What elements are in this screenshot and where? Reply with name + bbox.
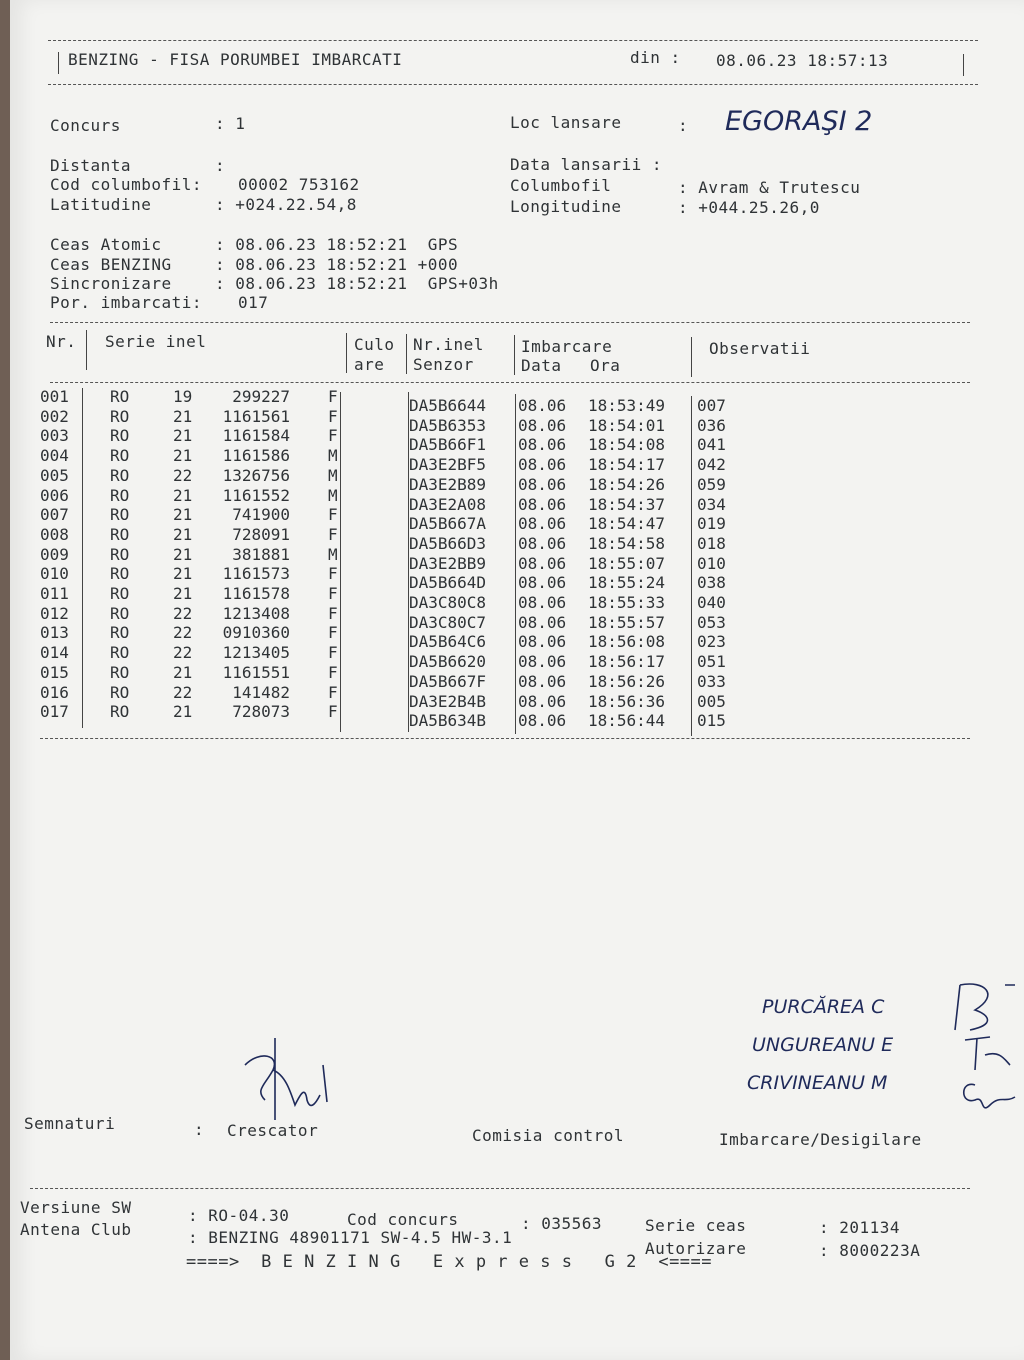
row-observatii: 007 bbox=[697, 396, 726, 415]
row-time: 18:54:47 bbox=[588, 514, 666, 534]
table-row bbox=[10, 702, 1024, 731]
row-date: 08.06 bbox=[518, 573, 567, 593]
row-sex: F bbox=[328, 662, 338, 682]
columbofil-value: : Avram & Trutescu bbox=[678, 178, 861, 197]
col-observatii-header: Observatii bbox=[709, 339, 811, 358]
row-sensor: DA3C80C7 bbox=[409, 612, 487, 632]
data-lansarii-label: Data lansarii : bbox=[510, 155, 662, 174]
antena-value: : BENZING 48901171 SW-4.5 HW-3.1 bbox=[188, 1228, 513, 1247]
header-left-bar bbox=[58, 52, 59, 74]
ceas-atomic-value: : 08.06.23 18:52:21 GPS bbox=[215, 235, 459, 254]
row-nr: 003 bbox=[40, 426, 69, 446]
row-country: RO bbox=[110, 584, 130, 603]
row-date: 08.06 bbox=[518, 632, 567, 652]
row-nr: 017 bbox=[40, 702, 69, 722]
commission-name-2: UNGUREANU E bbox=[752, 1034, 894, 1056]
row-date: 08.06 bbox=[518, 435, 567, 455]
row-sensor: DA5B667F bbox=[409, 671, 487, 691]
row-ring-number: 1326756 bbox=[222, 465, 290, 485]
row-nr: 008 bbox=[40, 524, 69, 544]
crescator-label: Crescator bbox=[227, 1121, 319, 1140]
row-sensor: DA5B66D3 bbox=[409, 533, 487, 553]
loc-handwritten: EGORAŞI 2 bbox=[725, 106, 873, 137]
autorizare-label: Autorizare bbox=[645, 1239, 747, 1258]
row-sex: M bbox=[328, 465, 338, 485]
row-nr: 015 bbox=[40, 662, 69, 682]
doc-title: BENZING - FISA PORUMBEI IMBARCATI bbox=[68, 50, 403, 69]
row-nr: 005 bbox=[40, 465, 69, 485]
row-sex: F bbox=[328, 426, 338, 446]
row-country: RO bbox=[110, 406, 130, 426]
row-time: 18:53:49 bbox=[588, 396, 666, 415]
top-divider bbox=[48, 40, 978, 41]
row-country: RO bbox=[110, 485, 130, 505]
col-culoare-header: Culo bbox=[354, 335, 395, 354]
row-ring-number: 741900 bbox=[232, 505, 290, 525]
table-row bbox=[10, 485, 1024, 514]
row-year: 22 bbox=[173, 643, 193, 663]
col-divider bbox=[514, 335, 515, 375]
row-date: 08.06 bbox=[518, 612, 567, 632]
row-sensor: DA5B6353 bbox=[409, 415, 487, 435]
row-time: 18:54:08 bbox=[588, 435, 666, 455]
lat-value: : +024.22.54,8 bbox=[215, 195, 357, 214]
versiune-value: : RO-04.30 bbox=[188, 1206, 290, 1225]
row-sensor: DA3C80C8 bbox=[409, 593, 487, 612]
row-nr: 009 bbox=[40, 544, 69, 564]
row-country: RO bbox=[110, 603, 130, 623]
row-year: 19 bbox=[173, 387, 193, 406]
row-observatii: 015 bbox=[697, 711, 726, 731]
ceas-atomic-label: Ceas Atomic bbox=[50, 235, 162, 254]
semnaturi-colon: : bbox=[194, 1120, 205, 1139]
footer-top-divider bbox=[30, 1188, 970, 1189]
row-observatii: 005 bbox=[697, 691, 726, 711]
row-nr: 004 bbox=[40, 446, 69, 466]
row-year: 22 bbox=[173, 682, 193, 702]
table-row bbox=[10, 387, 1024, 415]
row-ring-number: 1161561 bbox=[222, 406, 290, 426]
table-row bbox=[10, 544, 1024, 573]
table-row bbox=[10, 603, 1024, 632]
row-sex: F bbox=[328, 643, 338, 663]
row-sensor: DA5B66F1 bbox=[409, 435, 487, 455]
row-year: 21 bbox=[173, 406, 193, 426]
row-observatii: 033 bbox=[697, 671, 726, 691]
row-sex: F bbox=[328, 603, 338, 623]
row-year: 22 bbox=[173, 623, 193, 643]
por-label: Por. imbarcati: bbox=[50, 293, 202, 312]
antena-label: Antena Club bbox=[20, 1220, 132, 1239]
row-ring-number: 299227 bbox=[232, 387, 290, 406]
row-country: RO bbox=[110, 387, 130, 406]
row-time: 18:54:58 bbox=[588, 533, 666, 553]
row-sex: M bbox=[328, 485, 338, 505]
comisia-label: Comisia control bbox=[472, 1126, 624, 1145]
row-ring-number: 1161551 bbox=[222, 662, 290, 682]
row-country: RO bbox=[110, 662, 130, 682]
columbofil-label: Columbofil bbox=[510, 176, 612, 195]
col-divider bbox=[691, 337, 692, 377]
long-value: : +044.25.26,0 bbox=[678, 198, 820, 217]
col-serie-header: Serie inel bbox=[105, 332, 207, 351]
col-data-header: Data bbox=[521, 356, 562, 375]
row-time: 18:54:26 bbox=[588, 474, 666, 494]
row-date: 08.06 bbox=[518, 474, 567, 494]
serie-ceas-value: : 201134 bbox=[819, 1218, 901, 1237]
row-sensor: DA3E2B4B bbox=[409, 691, 487, 711]
versiune-label: Versiune SW bbox=[20, 1198, 132, 1217]
row-year: 21 bbox=[173, 485, 193, 505]
row-year: 22 bbox=[173, 465, 193, 485]
row-ring-number: 1213408 bbox=[222, 603, 290, 623]
row-observatii: 038 bbox=[697, 573, 726, 593]
row-time: 18:56:17 bbox=[588, 652, 666, 672]
row-time: 18:56:08 bbox=[588, 632, 666, 652]
row-ring-number: 728091 bbox=[232, 524, 290, 544]
row-observatii: 019 bbox=[697, 514, 726, 534]
receipt-paper bbox=[10, 0, 1024, 1360]
row-sex: M bbox=[328, 446, 338, 466]
row-sensor: DA3E2A08 bbox=[409, 494, 487, 514]
row-year: 21 bbox=[173, 564, 193, 584]
row-sex: F bbox=[328, 623, 338, 643]
row-sex: F bbox=[328, 584, 338, 603]
ceas-benzing-value: : 08.06.23 18:52:21 +000 bbox=[215, 255, 459, 274]
row-ring-number: 0910360 bbox=[222, 623, 290, 643]
row-sensor: DA5B667A bbox=[409, 514, 487, 534]
row-year: 21 bbox=[173, 702, 193, 722]
row-country: RO bbox=[110, 643, 130, 663]
row-date: 08.06 bbox=[518, 396, 567, 415]
row-observatii: 051 bbox=[697, 652, 726, 672]
row-nr: 010 bbox=[40, 564, 69, 584]
table-row bbox=[10, 564, 1024, 593]
row-nr: 013 bbox=[40, 623, 69, 643]
row-sensor: DA3E2BF5 bbox=[409, 455, 487, 475]
row-ring-number: 141482 bbox=[232, 682, 290, 702]
table-row bbox=[10, 584, 1024, 612]
row-observatii: 018 bbox=[697, 533, 726, 553]
row-ring-number: 1213405 bbox=[222, 643, 290, 663]
row-country: RO bbox=[110, 426, 130, 446]
col-imbarcare-header: Imbarcare bbox=[521, 337, 613, 356]
row-ring-number: 1161578 bbox=[222, 584, 290, 603]
row-sensor: DA3E2B89 bbox=[409, 474, 487, 494]
row-ring-number: 1161552 bbox=[222, 485, 290, 505]
imbarcare-desigilare-label: Imbarcare/Desigilare bbox=[719, 1130, 922, 1149]
row-ring-number: 1161586 bbox=[222, 446, 290, 466]
col-divider bbox=[406, 334, 407, 374]
cod-label: Cod columbofil: bbox=[50, 175, 202, 194]
loc-colon: : bbox=[678, 116, 689, 135]
row-time: 18:54:01 bbox=[588, 415, 666, 435]
loc-label: Loc lansare bbox=[510, 113, 622, 132]
distanta-value: : bbox=[215, 156, 226, 175]
row-time: 18:56:44 bbox=[588, 711, 666, 731]
col-divider bbox=[86, 330, 87, 370]
row-date: 08.06 bbox=[518, 533, 567, 553]
table-row bbox=[10, 623, 1024, 652]
row-country: RO bbox=[110, 623, 130, 643]
row-time: 18:56:36 bbox=[588, 691, 666, 711]
row-date: 08.06 bbox=[518, 652, 567, 672]
row-sensor: DA5B6644 bbox=[409, 396, 487, 415]
col-nrinel-header: Nr.inel bbox=[413, 335, 484, 354]
row-date: 08.06 bbox=[518, 711, 567, 731]
serie-ceas-label: Serie ceas bbox=[645, 1216, 747, 1235]
row-year: 21 bbox=[173, 662, 193, 682]
row-date: 08.06 bbox=[518, 494, 567, 514]
header-bottom-divider bbox=[48, 84, 978, 85]
concurs-label: Concurs bbox=[50, 116, 121, 135]
col-ora-header: Ora bbox=[590, 356, 621, 375]
row-year: 21 bbox=[173, 446, 193, 466]
semnaturi-label: Semnaturi bbox=[24, 1114, 116, 1133]
row-year: 21 bbox=[173, 426, 193, 446]
row-nr: 011 bbox=[40, 584, 69, 603]
row-ring-number: 728073 bbox=[232, 702, 290, 722]
row-sex: M bbox=[328, 544, 338, 564]
brand-line: ====> B E N Z I N G E x p r e s s G 2 <==== bbox=[186, 1252, 713, 1272]
row-nr: 006 bbox=[40, 485, 69, 505]
signature-crescator bbox=[235, 1030, 345, 1120]
commission-signatures bbox=[945, 975, 1020, 1125]
row-year: 21 bbox=[173, 505, 193, 525]
row-country: RO bbox=[110, 505, 130, 525]
row-country: RO bbox=[110, 524, 130, 544]
row-observatii: 034 bbox=[697, 494, 726, 514]
row-time: 18:56:26 bbox=[588, 671, 666, 691]
row-country: RO bbox=[110, 465, 130, 485]
row-observatii: 023 bbox=[697, 632, 726, 652]
din-value: 08.06.23 18:57:13 bbox=[716, 51, 889, 70]
commission-name-1: PURCĂREA C bbox=[762, 996, 885, 1018]
table-top-divider bbox=[50, 322, 970, 323]
row-date: 08.06 bbox=[518, 514, 567, 534]
row-country: RO bbox=[110, 702, 130, 722]
row-date: 08.06 bbox=[518, 691, 567, 711]
distanta-label: Distanta bbox=[50, 156, 132, 175]
row-year: 21 bbox=[173, 584, 193, 603]
row-time: 18:54:37 bbox=[588, 494, 666, 514]
row-sensor: DA5B6620 bbox=[409, 652, 487, 672]
autorizare-value: : 8000223A bbox=[819, 1241, 921, 1260]
row-sex: F bbox=[328, 406, 338, 426]
row-year: 22 bbox=[173, 603, 193, 623]
din-label: din : bbox=[630, 48, 681, 67]
col-nr-header: Nr. bbox=[46, 332, 77, 351]
por-value: 017 bbox=[238, 293, 269, 312]
ceas-benzing-label: Ceas BENZING bbox=[50, 255, 172, 274]
row-nr: 001 bbox=[40, 387, 69, 406]
col-divider bbox=[346, 333, 347, 373]
cod-concurs-value: : 035563 bbox=[521, 1214, 603, 1233]
row-ring-number: 381881 bbox=[232, 544, 290, 564]
row-observatii: 040 bbox=[697, 593, 726, 612]
col-senzor-header: Senzor bbox=[413, 355, 474, 374]
commission-name-3: CRIVINEANU M bbox=[747, 1072, 888, 1094]
row-date: 08.06 bbox=[518, 553, 567, 573]
row-nr: 007 bbox=[40, 505, 69, 525]
row-date: 08.06 bbox=[518, 455, 567, 475]
row-time: 18:55:57 bbox=[588, 612, 666, 632]
table-bottom-divider bbox=[40, 738, 970, 739]
header-right-bar bbox=[963, 54, 964, 76]
row-country: RO bbox=[110, 564, 130, 584]
row-sensor: DA5B64C6 bbox=[409, 632, 487, 652]
table-row bbox=[10, 406, 1024, 435]
row-date: 08.06 bbox=[518, 593, 567, 612]
row-date: 08.06 bbox=[518, 415, 567, 435]
row-sex: F bbox=[328, 702, 338, 722]
col-culoare-header-2: are bbox=[354, 355, 385, 374]
row-sex: F bbox=[328, 682, 338, 702]
row-ring-number: 1161584 bbox=[222, 426, 290, 446]
row-nr: 012 bbox=[40, 603, 69, 623]
row-year: 21 bbox=[173, 544, 193, 564]
row-time: 18:55:24 bbox=[588, 573, 666, 593]
long-label: Longitudine bbox=[510, 197, 622, 216]
row-time: 18:55:07 bbox=[588, 553, 666, 573]
row-sex: F bbox=[328, 524, 338, 544]
cod-concurs-label: Cod concurs bbox=[347, 1210, 459, 1229]
row-country: RO bbox=[110, 544, 130, 564]
row-country: RO bbox=[110, 682, 130, 702]
row-sex: F bbox=[328, 387, 338, 406]
row-year: 21 bbox=[173, 524, 193, 544]
row-ring-number: 1161573 bbox=[222, 564, 290, 584]
lat-label: Latitudine bbox=[50, 195, 152, 214]
table-header-divider bbox=[50, 382, 970, 383]
row-observatii: 041 bbox=[697, 435, 726, 455]
row-observatii: 042 bbox=[697, 455, 726, 475]
row-sex: F bbox=[328, 564, 338, 584]
row-time: 18:54:17 bbox=[588, 455, 666, 475]
row-time: 18:55:33 bbox=[588, 593, 666, 612]
row-nr: 014 bbox=[40, 643, 69, 663]
sincronizare-label: Sincronizare bbox=[50, 274, 172, 293]
row-observatii: 036 bbox=[697, 415, 726, 435]
row-sensor: DA5B664D bbox=[409, 573, 487, 593]
table-row bbox=[10, 426, 1024, 455]
row-observatii: 053 bbox=[697, 612, 726, 632]
row-nr: 002 bbox=[40, 406, 69, 426]
row-nr: 016 bbox=[40, 682, 69, 702]
row-observatii: 059 bbox=[697, 474, 726, 494]
cod-value: 00002 753162 bbox=[238, 175, 360, 194]
concurs-value: : 1 bbox=[215, 114, 246, 133]
row-observatii: 010 bbox=[697, 553, 726, 573]
row-date: 08.06 bbox=[518, 671, 567, 691]
row-sensor: DA5B634B bbox=[409, 711, 487, 731]
row-country: RO bbox=[110, 446, 130, 466]
row-sex: F bbox=[328, 505, 338, 525]
sincronizare-value: : 08.06.23 18:52:21 GPS+03h bbox=[215, 274, 499, 293]
table-row bbox=[10, 682, 1024, 711]
row-sensor: DA3E2BB9 bbox=[409, 553, 487, 573]
